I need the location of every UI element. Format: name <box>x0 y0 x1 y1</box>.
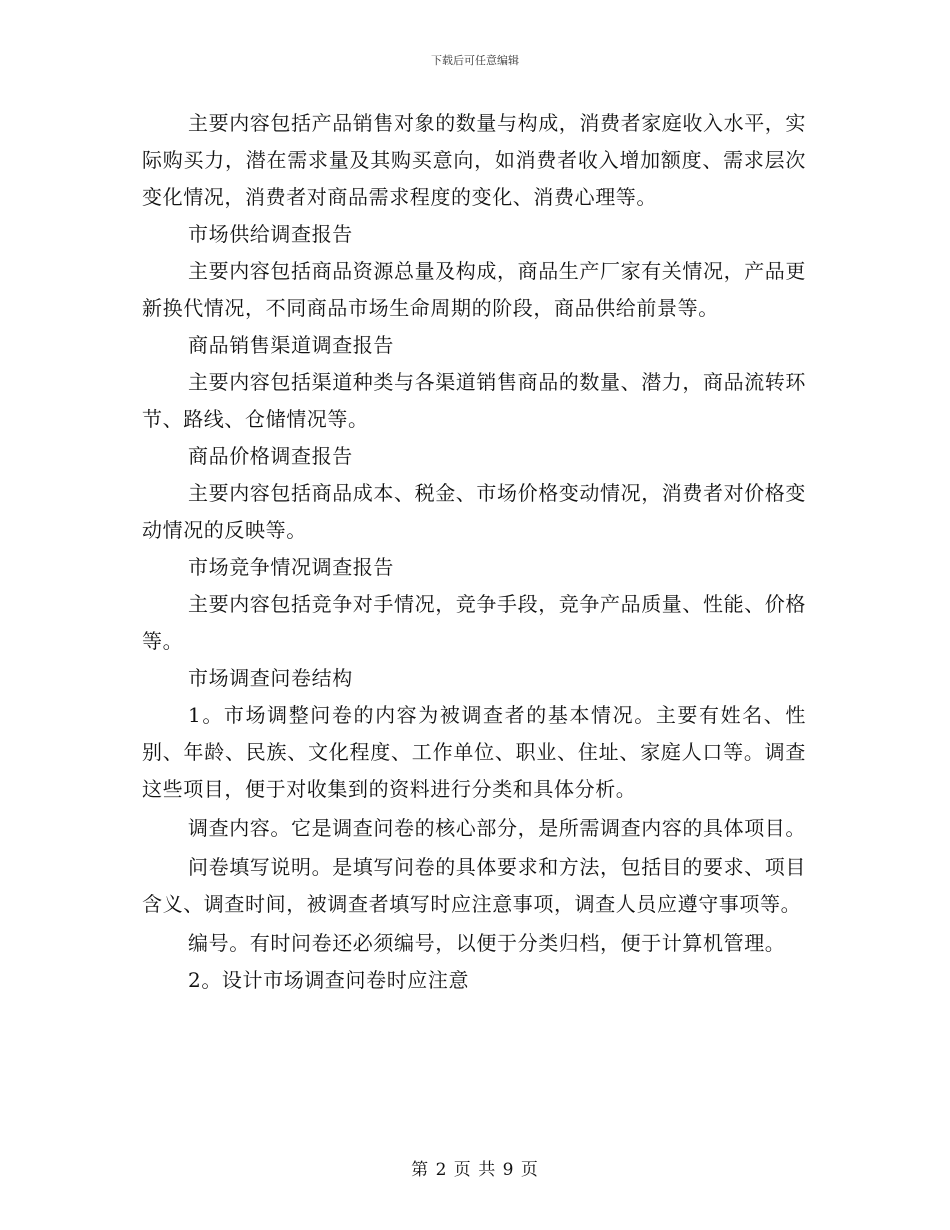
paragraph: 主要内容包括渠道种类与各渠道销售商品的数量、潜力，商品流转环节、路线、仓储情况等。 <box>142 370 806 431</box>
paragraph: 调查内容。它是调查问卷的核心部分，是所需调查内容的具体项目。 <box>188 816 806 840</box>
section-heading: 市场供给调查报告 <box>188 222 353 246</box>
section-heading: 商品价格调查报告 <box>188 444 353 468</box>
document-body <box>142 105 806 999</box>
section-heading: 商品销售渠道调查报告 <box>188 333 394 357</box>
section-heading: 市场调查问卷结构 <box>188 666 353 690</box>
page-header: 下载后可任意编辑 <box>431 54 519 67</box>
page-footer: 第 2 页 共 9 页 <box>411 1160 539 1180</box>
paragraph: 主要内容包括商品成本、税金、市场价格变动情况，消费者对价格变动情况的反映等。 <box>142 481 806 542</box>
paragraph: 编号。有时问卷还必须编号，以便于分类归档，便于计算机管理。 <box>188 931 786 955</box>
paragraph: 主要内容包括产品销售对象的数量与构成，消费者家庭收入水平，实际购买力，潜在需求量及其购买意向，如消费者收入增加额度、需求层次变化情况，消费者对商品需求程度的变化、消费心理等。 <box>142 111 806 209</box>
paragraph: 2。设计市场调查问卷时应注意 <box>188 968 470 992</box>
paragraph: 主要内容包括竞争对手情况，竞争手段，竞争产品质量、性能、价格等。 <box>142 592 806 653</box>
paragraph: 主要内容包括商品资源总量及构成，商品生产厂家有关情况，产品更新换代情况，不同商品市场生命周期的阶段，商品供给前景等。 <box>142 259 806 320</box>
paragraph: 1。市场调整问卷的内容为被调查者的基本情况。主要有姓名、性别、年龄、民族、文化程度、工作单位、职业、住址、家庭人口等。调查这些项目，便于对收集到的资料进行分类和具体分析。 <box>142 703 806 801</box>
paragraph: 问卷填写说明。是填写问卷的具体要求和方法，包括目的要求、项目含义、调查时间，被调查者填写时应注意事项，调查人员应遵守事项等。 <box>142 855 806 916</box>
section-heading: 市场竞争情况调查报告 <box>188 555 394 579</box>
